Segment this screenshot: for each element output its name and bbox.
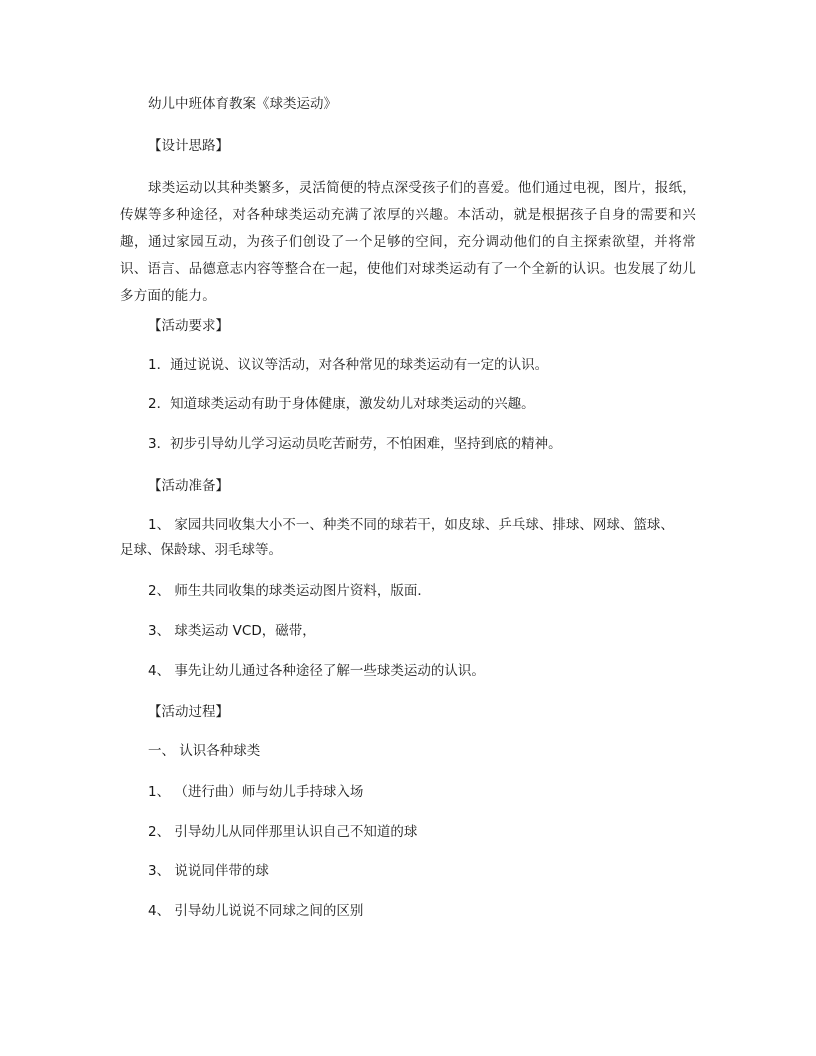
- process-part-1: 一、 认识各种球类: [148, 743, 261, 759]
- preparation-item-3: 3、 球类运动 VCD，磁带，: [148, 623, 316, 639]
- heading-process: 【活动过程】: [148, 704, 229, 720]
- design-paragraph: 球类运动以其种类繁多，灵活简便的特点深受孩子们的喜爱。他们通过电视，图片，报纸，传媒等多种途径，对各种球类运动充满了浓厚的兴趣。本活动，就是根据孩子自身的需要和兴趣，通过家园互动，为孩子们创设了一个足够的空间，充分调动他们的自主探索欲望，并将常识、语言、品德意志内容等整合在一起，使他们对球类运动有了一个全新的认识。也发展了幼儿多方面的能力。: [120, 180, 696, 304]
- preparation-item-1-line-2: 足球、保龄球、羽毛球等。: [120, 542, 282, 558]
- process-item-1: 1、 （进行曲）师与幼儿手持球入场: [148, 784, 364, 800]
- process-item-4: 4、 引导幼儿说说不同球之间的区别: [148, 903, 364, 919]
- heading-preparation: 【活动准备】: [148, 478, 229, 494]
- requirement-item-3: 3．初步引导幼儿学习运动员吃苦耐劳，不怕困难，坚持到底的精神。: [148, 436, 562, 452]
- heading-design: 【设计思路】: [148, 138, 229, 154]
- requirement-item-2: 2．知道球类运动有助于身体健康，激发幼儿对球类运动的兴趣。: [148, 396, 535, 412]
- preparation-item-1-line-1: 1、 家园共同收集大小不一、种类不同的球若干，如皮球、乒乓球、排球、网球、篮球、: [148, 517, 674, 533]
- process-item-3: 3、 说说同伴带的球: [148, 863, 269, 879]
- document-title: 幼儿中班体育教案《球类运动》: [148, 96, 337, 112]
- process-item-2: 2、 引导幼儿从同伴那里认识自己不知道的球: [148, 824, 418, 840]
- requirement-item-1: 1．通过说说、议议等活动，对各种常见的球类运动有一定的认识。: [148, 357, 549, 373]
- preparation-item-2: 2、 师生共同收集的球类运动图片资料，版面．: [148, 583, 431, 599]
- preparation-item-4: 4、 事先让幼儿通过各种途径了解一些球类运动的认识。: [148, 663, 485, 679]
- heading-requirements: 【活动要求】: [148, 318, 229, 334]
